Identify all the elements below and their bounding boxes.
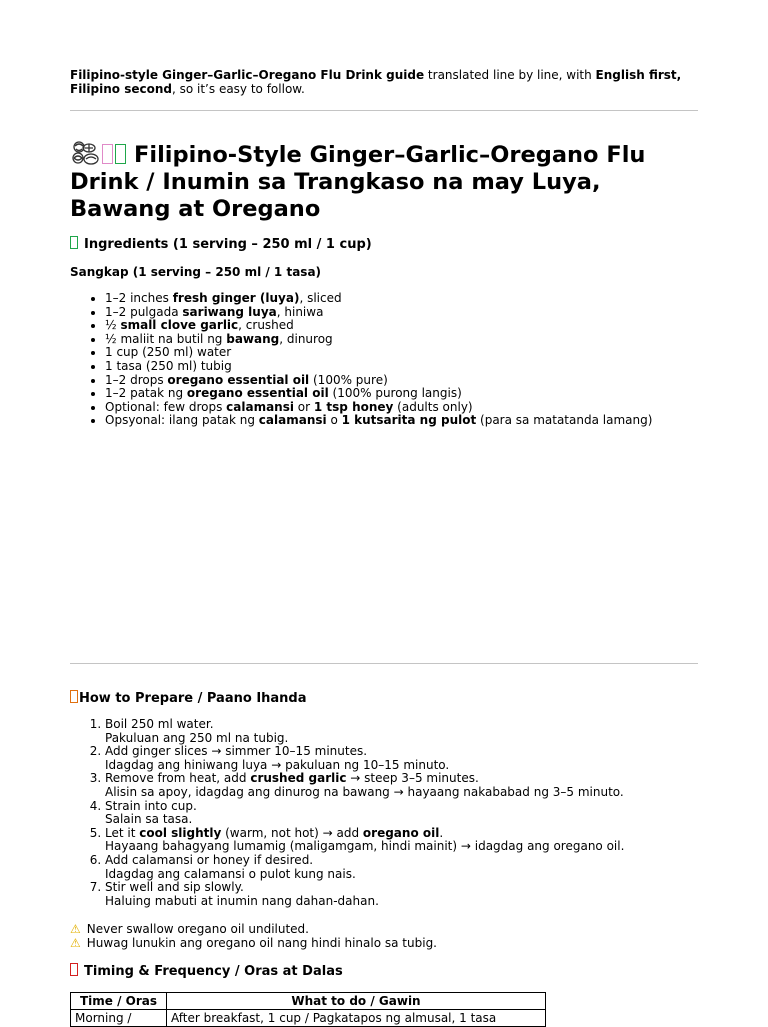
step-item — [105, 881, 624, 908]
step-text-fil: Idagdag ang calamansi o pulot kung nais. — [105, 866, 356, 881]
ingredient-text: (para sa matatanda lamang) — [476, 413, 653, 428]
column-header-time: Time / Oras — [71, 993, 167, 1010]
ingredient-text: ½ maliit na butil ng — [105, 331, 227, 346]
step-text-fil: Haluing mabuti at inumin nang dahan-dahan. — [105, 893, 379, 908]
warning-text-en: Never swallow oregano oil undiluted. — [86, 922, 309, 936]
ingredient-text: Opsyonal: ilang patak ng — [105, 413, 259, 428]
step-text-en: Stir well and sip slowly. — [105, 880, 244, 895]
list-item — [105, 401, 652, 415]
list-item — [105, 333, 652, 347]
ingredient-text: , crushed — [238, 318, 294, 333]
table-header-row — [71, 993, 546, 1010]
warning-text-fil: Huwag lunukin ang oregano oil nang hindi hinalo sa tubig. — [86, 936, 437, 950]
list-item — [105, 319, 652, 333]
ingredient-emphasis: small clove garlic — [120, 318, 239, 333]
divider-middle — [70, 663, 698, 664]
warning-icon: ⚠ — [70, 922, 81, 936]
ingredient-emphasis: sariwang luya — [182, 304, 277, 319]
ingredients-heading-text: Ingredients (1 serving – 250 ml / 1 cup) — [84, 237, 372, 252]
ingredient-emphasis: 1 kutsarita ng pulot — [341, 413, 477, 428]
step-text-en: (warm, not hot) → add — [221, 825, 363, 840]
step-item — [105, 745, 624, 772]
ingredient-text: or — [293, 399, 314, 414]
list-item — [105, 306, 652, 320]
step-text-fil: Idagdag ang hiniwang luya → pakuluan ng 10–15 minuto. — [105, 757, 450, 772]
warning-icon: ⚠ — [70, 936, 81, 950]
ingredient-text: (100% purong langis) — [328, 386, 462, 401]
ingredient-text: 1–2 patak ng — [105, 386, 187, 401]
ingredient-text: , dinurog — [279, 331, 333, 346]
timing-table — [70, 992, 546, 1027]
ingredient-text: 1–2 pulgada — [105, 304, 183, 319]
ingredient-text: ½ — [105, 318, 121, 333]
step-text-fil: Hayaang bahagyang lumamig (maligamgam, hindi mainit) → idagdag ang oregano oil. — [105, 839, 625, 854]
herb-icon — [70, 236, 78, 249]
step-emphasis: cool slightly — [139, 825, 222, 840]
step-emphasis: oregano oil — [362, 825, 440, 840]
ingredient-text: 1–2 inches — [105, 291, 173, 305]
divider-top — [70, 110, 698, 111]
intro-paragraph — [70, 68, 698, 96]
ingredient-text: 1 cup (250 ml) water — [105, 345, 232, 360]
ingredient-emphasis: fresh ginger (luya) — [172, 291, 300, 305]
ingredient-text: Optional: few drops — [105, 399, 227, 414]
ingredients-subheading: Sangkap (1 serving – 250 ml / 1 tasa) — [70, 265, 322, 279]
ingredient-emphasis: calamansi — [226, 399, 294, 414]
ingredient-emphasis: calamansi — [258, 413, 327, 428]
page-title-text: Filipino-Style Ginger–Garlic–Oregano Flu Drink / Inumin sa Trangkaso na may Luya, Bawang at Oregano — [70, 142, 646, 222]
ingredient-text: , sliced — [299, 291, 342, 305]
list-item — [105, 292, 652, 306]
column-header-action: What to do / Gawin — [167, 993, 546, 1010]
table-cell-action: After breakfast, 1 cup / Pagkatapos ng almusal, 1 tasa — [167, 1010, 546, 1027]
preparation-steps — [70, 718, 624, 908]
list-item — [105, 360, 652, 374]
step-item — [105, 827, 624, 854]
garlic-icon — [102, 144, 113, 164]
warning-line-en — [70, 922, 309, 936]
step-item — [105, 718, 624, 745]
prepare-heading-text: How to Prepare / Paano Ihanda — [79, 691, 307, 706]
step-text-en: Strain into cup. — [105, 798, 197, 813]
ingredient-text: (adults only) — [393, 399, 473, 414]
ingredient-text: o — [326, 413, 342, 428]
step-text-en: Boil 250 ml water. — [105, 717, 214, 731]
ingredient-emphasis: bawang — [226, 331, 280, 346]
ingredient-text: 1 tasa (250 ml) tubig — [105, 358, 232, 373]
ingredient-text: 1–2 drops — [105, 372, 168, 387]
timing-heading — [70, 963, 343, 980]
clock-icon — [70, 963, 78, 976]
step-item — [105, 800, 624, 827]
prepare-heading — [70, 690, 307, 707]
step-text-en: Let it — [105, 825, 140, 840]
intro-language-note: English first, Filipino second — [70, 68, 682, 96]
ingredient-emphasis: 1 tsp honey — [313, 399, 394, 414]
step-text-fil: Pakuluan ang 250 ml na tubig. — [105, 730, 289, 745]
table-cell-time: Morning / — [71, 1010, 167, 1027]
ingredient-emphasis: oregano essential oil — [167, 372, 310, 387]
intro-text-end: , so it’s easy to follow. — [171, 82, 305, 96]
list-item — [105, 346, 652, 360]
list-item — [105, 414, 652, 428]
leaf-icon — [115, 144, 126, 164]
ingredient-text: (100% pure) — [309, 372, 388, 387]
step-item — [105, 772, 624, 799]
step-text-en: → steep 3–5 minutes. — [346, 771, 479, 786]
step-text-en: Remove from heat, add — [105, 771, 251, 786]
list-item — [105, 374, 652, 388]
intro-text: translated line by line, with — [424, 68, 596, 82]
ingredient-text: , hiniwa — [276, 304, 324, 319]
list-item — [105, 387, 652, 401]
ingredients-heading — [70, 236, 372, 253]
warning-line-fil — [70, 936, 437, 950]
step-text-en: . — [439, 825, 444, 840]
ingredient-emphasis: oregano essential oil — [186, 386, 329, 401]
page-title — [70, 140, 698, 223]
timing-heading-text: Timing & Frequency / Oras at Dalas — [84, 964, 343, 979]
step-item — [105, 854, 624, 881]
intro-guide-title: Filipino-style Ginger–Garlic–Oregano Flu Drink guide — [70, 68, 425, 82]
step-text-en: Add ginger slices → simmer 10–15 minutes. — [105, 744, 368, 759]
herbs-icon — [70, 140, 100, 166]
step-text-fil: Alisin sa apoy, idagdag ang dinurog na bawang → hayaang nakababad ng 3–5 minuto. — [105, 784, 624, 799]
ingredients-list — [70, 292, 652, 428]
step-emphasis: crushed garlic — [250, 771, 347, 786]
step-text-fil: Salain sa tasa. — [105, 812, 193, 827]
pot-icon — [70, 690, 78, 703]
step-text-en: Add calamansi or honey if desired. — [105, 852, 314, 867]
